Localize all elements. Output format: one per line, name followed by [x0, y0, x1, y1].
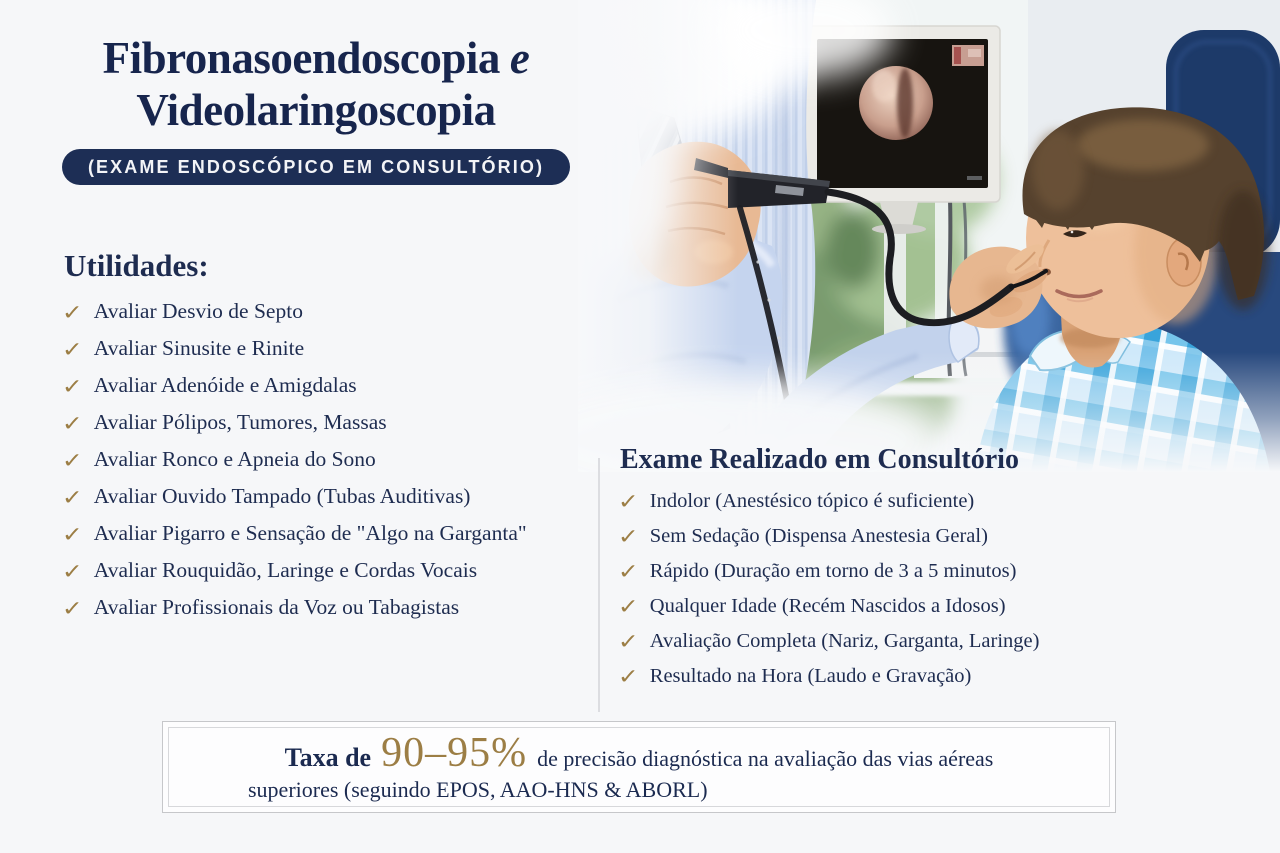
title-line1: Fibronasoendoscopia [102, 33, 500, 83]
check-icon: ✓ [617, 558, 639, 584]
check-icon: ✓ [61, 520, 83, 547]
check-icon: ✓ [61, 372, 83, 399]
exam-item [617, 488, 1039, 514]
header [30, 32, 602, 185]
check-icon: ✓ [61, 335, 83, 362]
check-icon: ✓ [617, 628, 639, 654]
title-conjunction: e [509, 33, 530, 83]
exam-item [617, 628, 1040, 654]
exam-photo [578, 0, 1280, 472]
check-icon: ✓ [617, 663, 639, 689]
accuracy-suffix: de precisão diagnóstica na avaliação das vias aéreas [537, 745, 994, 771]
utilities-heading: Utilidades: [64, 248, 209, 283]
accuracy-rate: 90–95% [381, 729, 528, 776]
accuracy-prefix: Taxa de [284, 742, 372, 772]
utility-item [61, 335, 527, 362]
utility-item [61, 372, 527, 399]
endoscopic-view-circle [859, 66, 933, 140]
check-icon: ✓ [61, 483, 83, 510]
exam-item [617, 663, 1039, 689]
utility-item-label: Avaliar Ronco e Apneia do Sono [93, 447, 376, 471]
exam-item-label: Indolor (Anestésico tópico é suficiente) [649, 489, 975, 512]
check-icon: ✓ [61, 298, 83, 325]
utility-item-label: Avaliar Adenóide e Amigdalas [93, 373, 357, 397]
utility-item [61, 594, 527, 621]
utility-item [61, 446, 527, 473]
utility-item [61, 520, 527, 547]
exam-item-label: Resultado na Hora (Laudo e Gravação) [649, 664, 972, 687]
utilities-section [61, 248, 527, 632]
title-line2: Videolaringoscopia [136, 85, 496, 136]
exam-section [617, 444, 1040, 699]
utility-item [61, 409, 527, 436]
check-icon: ✓ [617, 488, 639, 514]
exam-item-label: Sem Sedação (Dispensa Anestesia Geral) [649, 524, 988, 547]
accuracy-line1 [284, 729, 994, 776]
utility-item [61, 298, 527, 325]
utility-item-label: Avaliar Sinusite e Rinite [93, 336, 305, 360]
column-divider [598, 458, 600, 712]
exam-item-label: Rápido (Duração em torno de 3 a 5 minutos) [649, 559, 1017, 582]
check-icon: ✓ [617, 593, 639, 619]
check-icon: ✓ [61, 409, 83, 436]
exam-item [617, 523, 1039, 549]
check-icon: ✓ [61, 557, 83, 584]
utility-item-label: Avaliar Pólipos, Tumores, Massas [93, 410, 387, 434]
check-icon: ✓ [617, 523, 639, 549]
page-title [30, 32, 602, 136]
utility-item [61, 483, 527, 510]
utility-item-label: Avaliar Desvio de Septo [93, 299, 303, 323]
exam-heading: Exame Realizado em Consultório [620, 444, 1019, 475]
exam-item-label: Avaliação Completa (Nariz, Garganta, Laringe) [649, 629, 1040, 652]
utility-item-label: Avaliar Ouvido Tampado (Tubas Auditivas) [93, 484, 471, 508]
exam-photo-illustration [578, 0, 1280, 472]
exam-item [617, 558, 1039, 584]
utility-item-label: Avaliar Profissionais da Voz ou Tabagistas [93, 595, 460, 619]
utility-item-label: Avaliar Rouquidão, Laringe e Cordas Vocais [93, 558, 478, 582]
utility-item-label: Avaliar Pigarro e Sensação de "Algo na Garganta" [93, 521, 527, 545]
exam-item [617, 593, 1039, 619]
accuracy-box [162, 721, 1116, 813]
utility-item [61, 557, 527, 584]
exam-type-badge: (EXAME ENDOSCÓPICO EM CONSULTÓRIO) [62, 149, 570, 185]
accuracy-line2: superiores (seguindo EPOS, AAO-HNS & ABORL) [248, 776, 708, 802]
check-icon: ✓ [61, 594, 83, 621]
check-icon: ✓ [61, 446, 83, 473]
exam-item-label: Qualquer Idade (Recém Nascidos a Idosos) [649, 594, 1006, 617]
